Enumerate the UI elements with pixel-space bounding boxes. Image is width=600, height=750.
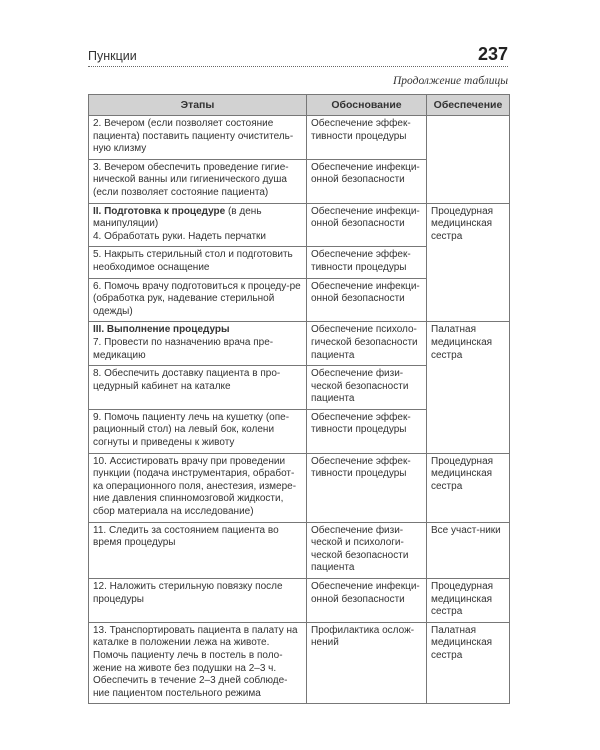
page-number: 237: [477, 44, 508, 64]
running-head-title: Пункции: [88, 49, 137, 63]
justification-cell: Обеспечение инфекци-онной безопасности: [307, 278, 427, 322]
provision-cell: Все участ-ники: [427, 522, 510, 578]
stage-cell: 5. Накрыть стерильный стол и подготовить необходимое оснащение: [89, 247, 307, 278]
column-header-justification: Обоснование: [307, 95, 427, 116]
justification-cell: Обеспечение физи-ческой и психологи-ческой безопасности пациента: [307, 522, 427, 578]
provision-cell-empty: [427, 116, 510, 204]
stage-cell-with-section: [89, 322, 307, 366]
table-row: [89, 522, 510, 578]
header-dotted-rule: [88, 66, 508, 67]
table-continuation-note: Продолжение таблицы: [392, 75, 508, 87]
table-row: [89, 116, 510, 160]
justification-cell: Обеспечение инфекци-онной безопасности: [307, 203, 427, 247]
stage-cell: 10. Ассистировать врачу при проведении пункции (подача инструментария, обработ-ка операционного поля, анестезия, измере-ние давления спинномозговой жидкости, сбор материала на исследование): [89, 453, 307, 522]
provision-cell: Процедурная медицинская сестра: [427, 203, 510, 322]
provision-cell: Палатная медицинская сестра: [427, 322, 510, 453]
section-title-execution: III. Выполнение процедуры: [93, 324, 230, 336]
justification-cell: Профилактика ослож-нений: [307, 622, 427, 704]
justification-cell: Обеспечение физи-ческой безопасности пациента: [307, 366, 427, 410]
justification-cell: Обеспечение эффек-тивности процедуры: [307, 247, 427, 278]
stage-cell-with-section: [89, 203, 307, 247]
justification-cell: Обеспечение эффек-тивности процедуры: [307, 116, 427, 160]
stage-cell: 6. Помочь врачу подготовиться к процеду-ре (обработка рук, надевание стерильной одежды): [89, 278, 307, 322]
stage-cell: 11. Следить за состоянием пациента во время процедуры: [89, 522, 307, 578]
stage-cell: 2. Вечером (если позволяет состояние пациента) поставить пациенту очиститель-ную клизму: [89, 116, 307, 160]
justification-cell: Обеспечение инфекци-онной безопасности: [307, 579, 427, 623]
justification-cell: Обеспечение эффек-тивности процедуры: [307, 453, 427, 522]
table-row: [89, 453, 510, 522]
justification-cell: Обеспечение психоло-гической безопасности пациента: [307, 322, 427, 366]
stage-cell: 8. Обеспечить доставку пациента в про-цедурный кабинет на каталке: [89, 366, 307, 410]
procedure-table: [88, 94, 510, 704]
stage-text: 7. Провести по назначению врача пре-медикацию: [93, 336, 274, 361]
section-title-preparation: II. Подготовка к процедуре: [93, 205, 226, 217]
stage-cell: 3. Вечером обеспечить проведение гигие-нической ванны или гигиенического душа (если позволяет состояние пациента): [89, 159, 307, 203]
stage-text: 4. Обработать руки. Надеть перчатки: [93, 230, 266, 242]
justification-cell: Обеспечение инфекци-онной безопасности: [307, 159, 427, 203]
table-header-row: [89, 95, 510, 116]
stage-cell: 13. Транспортировать пациента в палату на каталке в положении лежа на животе. Помочь пациенту лечь в постель в поло-жение на животе без подушки на 2–3 ч. Обеспечить в течение 2–3 дней соблюде-ние пациентом постельного режима: [89, 622, 307, 704]
provision-cell: Процедурная медицинская сестра: [427, 579, 510, 623]
table-row: [89, 203, 510, 247]
stage-cell: 12. Наложить стерильную повязку после процедуры: [89, 579, 307, 623]
column-header-stages: Этапы: [89, 95, 307, 116]
table-row: [89, 579, 510, 623]
provision-cell: Палатная медицинская сестра: [427, 622, 510, 704]
provision-cell: Процедурная медицинская сестра: [427, 453, 510, 522]
column-header-provision: Обеспечение: [427, 95, 510, 116]
stage-cell: 9. Помочь пациенту лечь на кушетку (опе-рационный стол) на левый бок, колени согнуты и приведены к животу: [89, 409, 307, 453]
table-row: [89, 622, 510, 704]
table-row: [89, 322, 510, 366]
section-note: (в день манипуляции): [93, 205, 262, 230]
justification-cell: Обеспечение эффек-тивности процедуры: [307, 409, 427, 453]
